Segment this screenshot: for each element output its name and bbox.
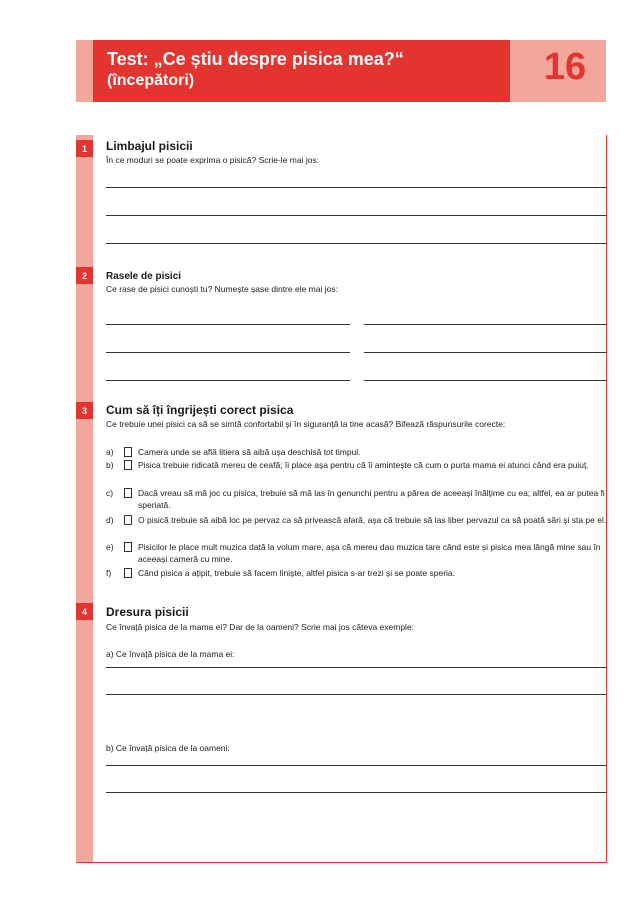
answer-line[interactable] xyxy=(106,243,606,244)
answer-line[interactable] xyxy=(106,380,350,381)
option-letter: f) xyxy=(106,568,112,578)
section-1-instruction: În ce moduri se poate exprima o pisică? Scrie-le mai jos: xyxy=(106,155,320,165)
option-checkbox[interactable] xyxy=(124,542,132,552)
option-letter: a) xyxy=(106,447,114,457)
answer-line[interactable] xyxy=(106,187,606,188)
section-number-4: 4 xyxy=(76,603,93,620)
answer-line[interactable] xyxy=(364,324,606,325)
option-text: Dacă vreau să mă joc cu pisica, trebuie să mă las în genunchi pentru a părea de aceeași înălțime cu ea; altfel, ea ar putea fi speriată. xyxy=(138,488,605,510)
answer-line[interactable] xyxy=(106,324,350,325)
bottom-border-line xyxy=(76,862,607,863)
lesson-number: 16 xyxy=(543,46,587,88)
option-checkbox[interactable] xyxy=(124,460,132,470)
answer-line[interactable] xyxy=(106,215,606,216)
option-letter: c) xyxy=(106,488,114,498)
option-letter: e) xyxy=(106,542,114,552)
answer-line[interactable] xyxy=(106,352,350,353)
option-checkbox[interactable] xyxy=(124,515,132,525)
section-4-sub-a: a) Ce învață pisica de la mama ei: xyxy=(106,649,235,659)
option-text: Pisica trebuie ridicată mereu de ceafă; îi place așa pentru că îi amintește că cum o purta mama ei atunci când era puiuț. xyxy=(138,460,589,470)
section-4-sub-b: b) Ce învață pisica de la oameni: xyxy=(106,743,230,753)
answer-line[interactable] xyxy=(106,792,606,793)
answer-line[interactable] xyxy=(106,694,606,695)
answer-line[interactable] xyxy=(364,352,606,353)
section-number-3: 3 xyxy=(76,402,93,419)
section-3-instruction: Ce trebuie unei pisici ca să se simtă confortabil și în siguranță la tine acasă? Bifează răspunsurile corecte: xyxy=(106,419,506,429)
option-letter: d) xyxy=(106,515,114,525)
option-letter: b) xyxy=(106,460,114,470)
left-margin-bar xyxy=(76,135,93,863)
section-4-title: Dresura pisicii xyxy=(106,605,189,619)
option-text: Camera unde se află litiera să aibă ușa deschisă tot timpul. xyxy=(138,447,361,457)
section-number-2: 2 xyxy=(76,267,93,284)
option-checkbox[interactable] xyxy=(124,488,132,498)
section-4-instruction: Ce învață pisica de la mama ei? Dar de la oameni? Scrie mai jos câteva exemple: xyxy=(106,622,415,632)
answer-line[interactable] xyxy=(364,380,606,381)
section-3-title: Cum să îți îngrijești corect pisica xyxy=(106,403,294,417)
option-checkbox[interactable] xyxy=(124,568,132,578)
page-subtitle: (începători) xyxy=(107,72,195,89)
option-text: O pisică trebuie să aibă loc pe pervaz ca să privească afară, așa că trebuie să las liber pervazul ca să poată sări și sta pe el. xyxy=(138,515,607,525)
option-text: Când pisica a ațipit, trebuie să facem liniște, altfel pisica s-ar trezi și se poate speria. xyxy=(138,568,456,578)
section-2-title: Rasele de pisici xyxy=(106,271,182,282)
section-1-title: Limbajul pisicii xyxy=(106,139,193,153)
section-2-instruction: Ce rase de pisici cunoști tu? Numește șase dintre ele mai jos: xyxy=(106,284,338,294)
answer-line[interactable] xyxy=(106,765,606,766)
section-number-1: 1 xyxy=(76,140,93,157)
option-text: Pisicilor le place mult muzica dată la volum mare, așa că mereu dau muzica tare când este și pisica mea lângă mine sau în aceeași cameră cu mine. xyxy=(138,542,601,564)
answer-line[interactable] xyxy=(106,667,606,668)
option-checkbox[interactable] xyxy=(124,447,132,457)
page-title: Test: „Ce știu despre pisica mea?“ xyxy=(107,49,404,69)
